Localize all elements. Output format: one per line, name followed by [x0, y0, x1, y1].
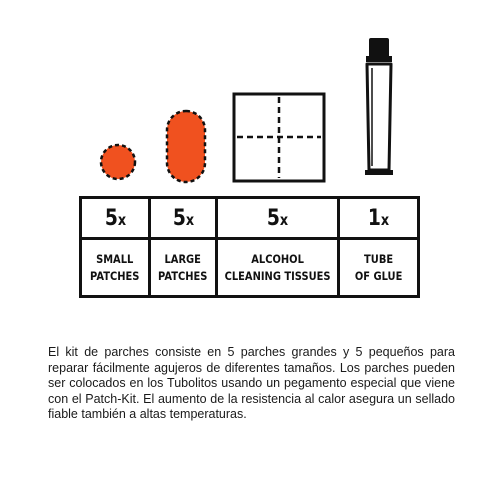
small-round-patch-icon [101, 145, 135, 179]
qty-number: 5 [172, 205, 186, 231]
glue-tube-qty [340, 199, 417, 240]
kit-illustrations [0, 0, 500, 200]
large-oval-patch-icon [167, 111, 205, 182]
label-line-1: ALCOHOL [251, 251, 304, 266]
label-line-1: TUBE [363, 251, 394, 266]
label-line-2: OF GLUE [354, 268, 403, 283]
product-description: El kit de parches consiste en 5 parches grandes y 5 pequeños para reparar fácilmente agujeros de diferentes tamaños. Los parches pueden ser colocados en los Tubolitos usando un pegamento especial que viene con el Patch-Kit. El aumento de la resistencia al calor asegura un sellado fiable también a altas temperaturas. [48, 345, 455, 421]
glue-tube-label [340, 240, 417, 295]
alcohol-tissues-qty [218, 199, 340, 240]
qty-unit: x [279, 210, 289, 229]
large-patches-qty [151, 199, 218, 240]
folded-tissue-icon [234, 94, 324, 181]
qty-number: 5 [104, 205, 118, 231]
qty-number: 5 [266, 205, 280, 231]
small-patches-qty [82, 199, 151, 240]
kit-contents-table [79, 196, 420, 298]
label-line-1: LARGE [164, 251, 202, 266]
label-line-2: CLEANING TISSUES [224, 268, 331, 283]
qty-unit: x [117, 210, 126, 229]
qty-number: 1 [367, 205, 381, 231]
alcohol-tissues-label [218, 240, 340, 295]
large-patches-label [151, 240, 218, 295]
qty-unit: x [380, 210, 390, 229]
label-line-1: SMALL [96, 251, 134, 266]
kit-illustrations-svg [0, 0, 500, 200]
label-line-2: PATCHES [158, 268, 208, 283]
small-patches-label [82, 240, 151, 295]
qty-unit: x [185, 210, 194, 229]
label-line-2: PATCHES [90, 268, 140, 283]
glue-tube-icon [365, 38, 393, 175]
